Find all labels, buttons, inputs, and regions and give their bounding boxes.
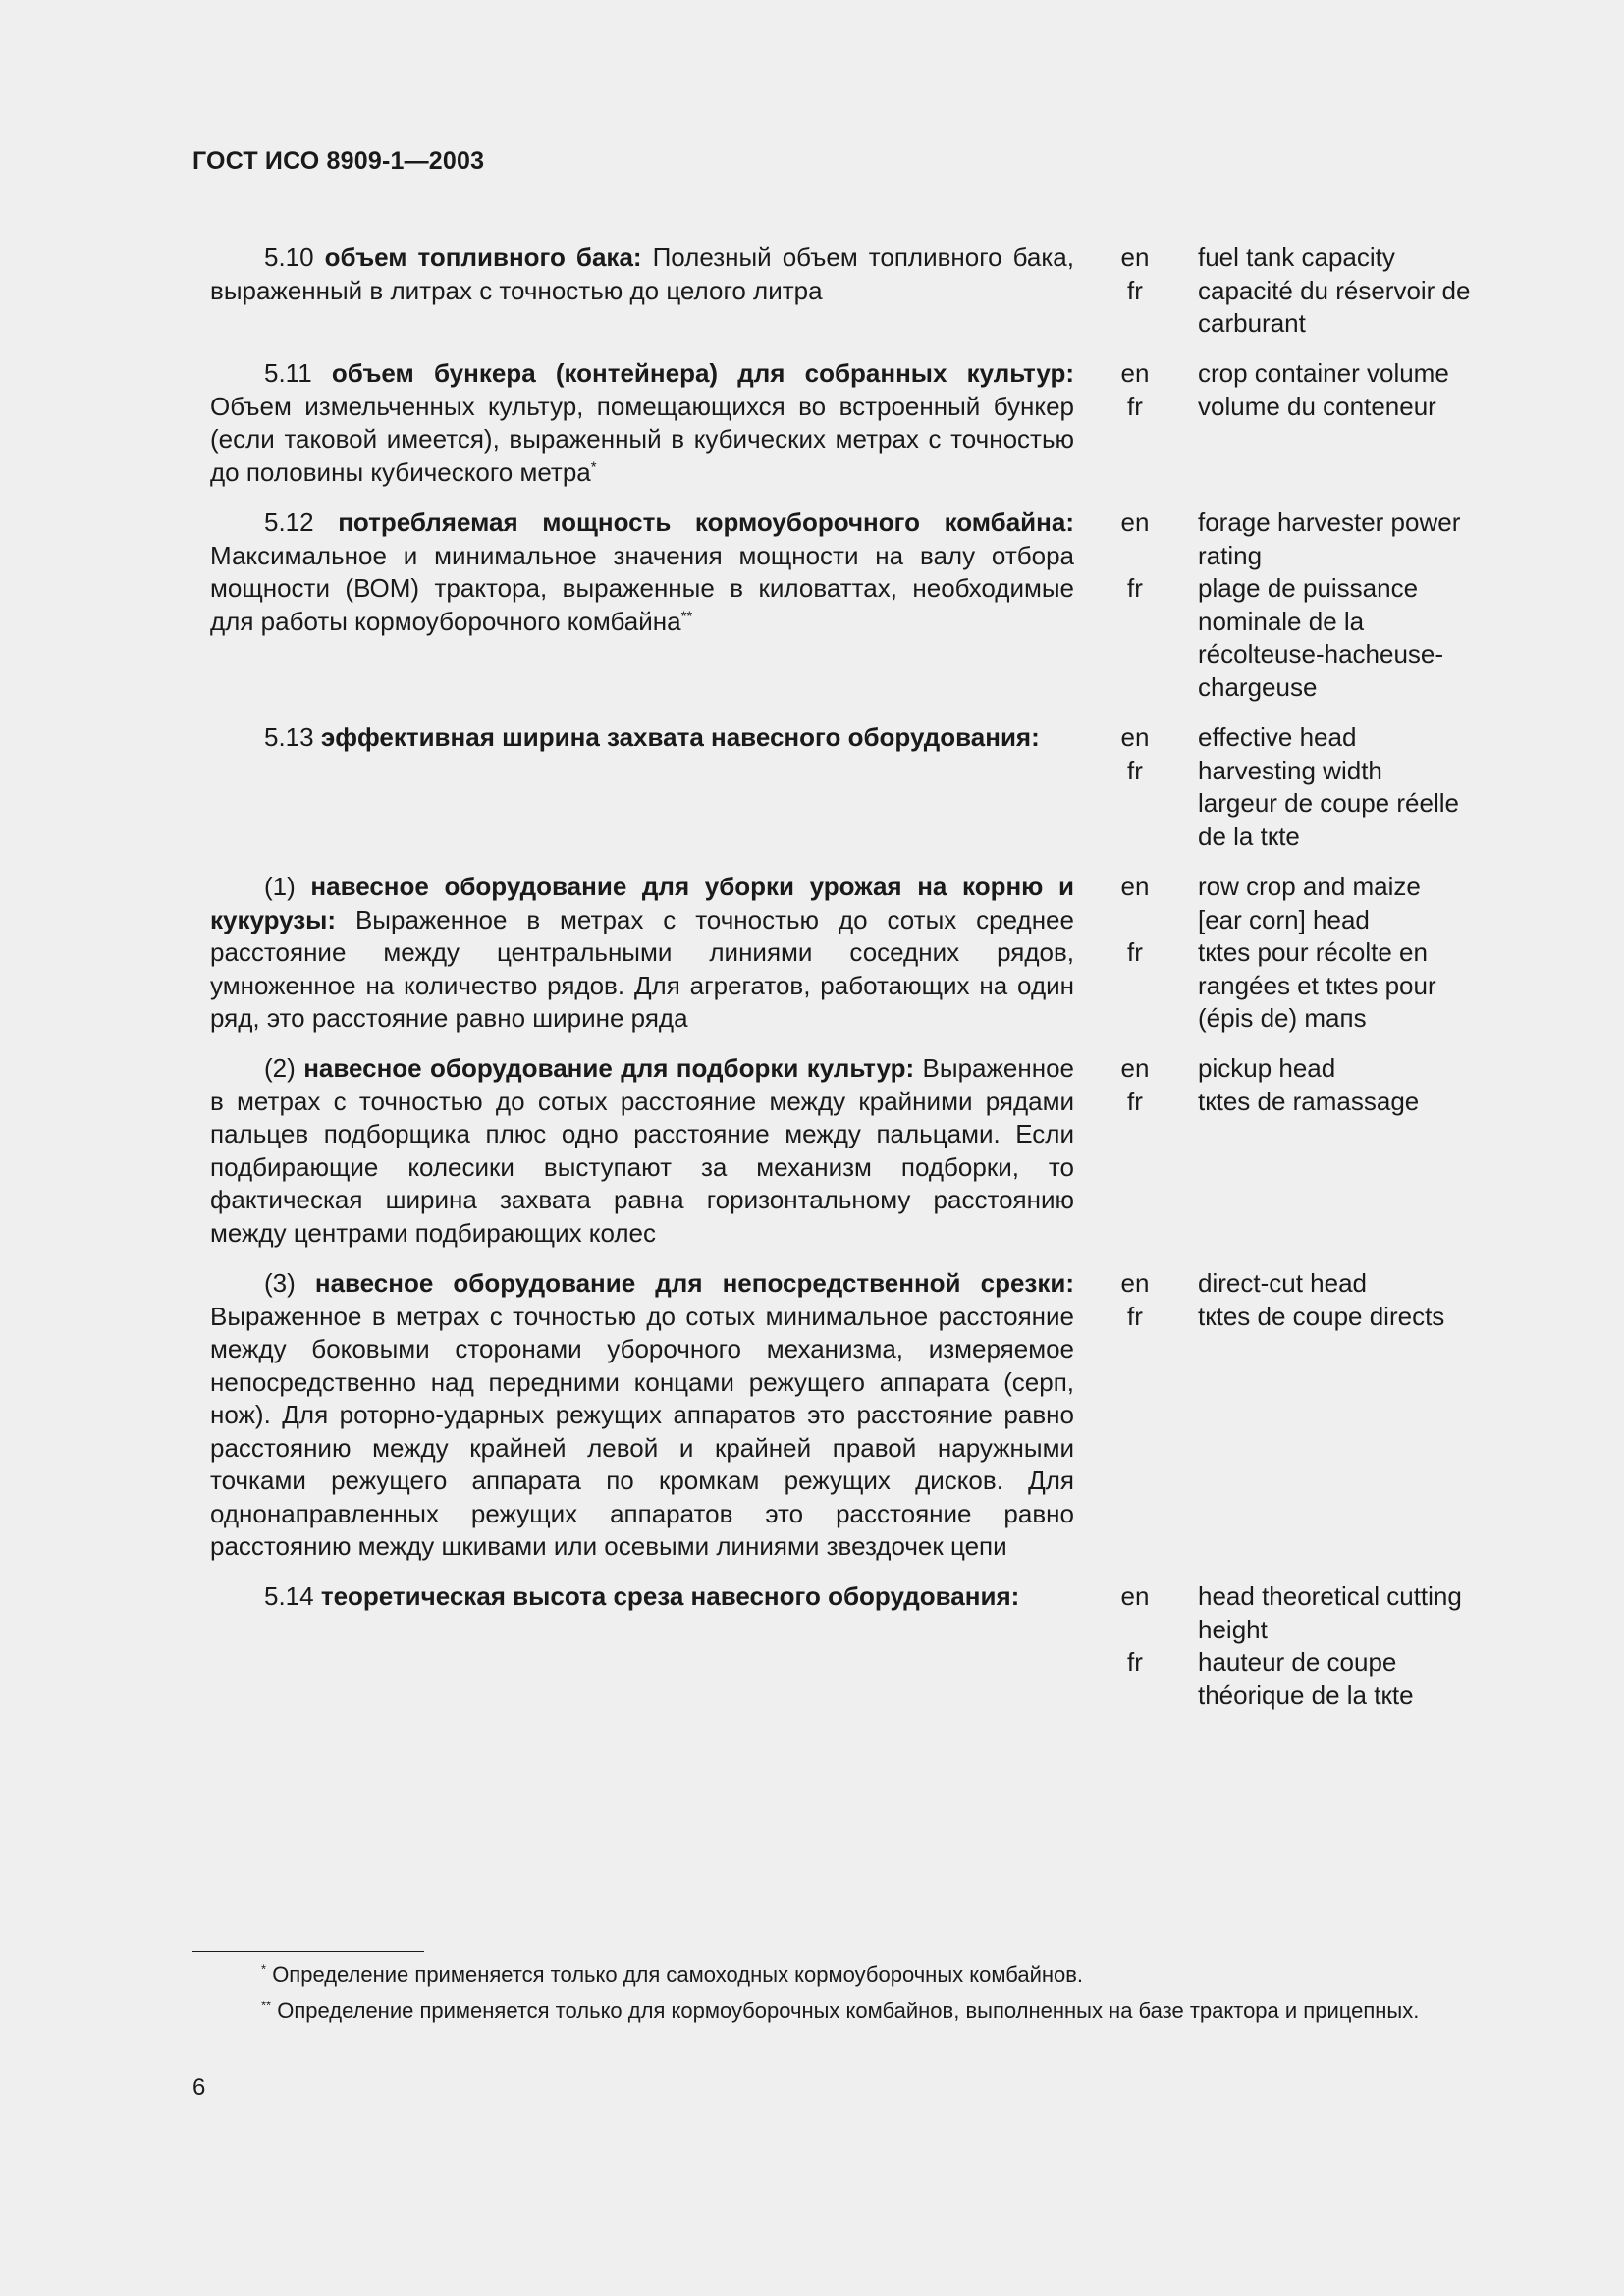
entry-russian-text: [210, 357, 1074, 489]
page-number: 6: [192, 2074, 206, 2101]
lang-code-fr: fr: [1127, 391, 1143, 421]
language-codes: [1110, 507, 1161, 606]
entry-definition: Выраженное в метрах с точностью до сотых расстояние между крайними рядами пальцев подборщика плюс одно расстояние между пальцами. Если подбирающие колесики выступают за механизм подборки, то фактическая ширина захвата равна горизонтальному расстоянию между центрами подбирающих колес: [210, 1053, 1074, 1248]
term-en: direct-cut head: [1198, 1268, 1367, 1298]
lang-code-en: en: [1120, 1268, 1150, 1298]
equivalent-terms: [1198, 357, 1522, 423]
entry-number: (2): [264, 1053, 296, 1083]
entry-term: навесное оборудование для уборки урожая на корню и кукурузы:: [210, 872, 1074, 934]
term-fr: largeur de coupe réelle: [1198, 788, 1459, 818]
equivalent-terms: [1198, 871, 1522, 1036]
entry-term: навесное оборудование для непосредственной срезки:: [314, 1268, 1074, 1298]
term-en: fuel tank capacity: [1198, 242, 1395, 272]
term-fr: carburant: [1198, 308, 1306, 338]
entry-russian-text: [210, 1267, 1074, 1564]
entry-russian-text: [210, 241, 1074, 307]
language-codes: [1110, 721, 1161, 787]
term-en: head theoretical cutting: [1198, 1581, 1462, 1611]
entry-definition: Объем измельченных культур, помещающихся во встроенный бункер (если таковой имеется), выраженный в кубических метрах с точностью до половины кубического метра: [210, 391, 1074, 487]
term-fr: (épis de) maпs: [1198, 1003, 1367, 1033]
lang-code-en: en: [1120, 722, 1150, 752]
term-fr: rangées et tкtes pour: [1198, 970, 1436, 1000]
term-fr: tкtes de ramassage: [1198, 1086, 1420, 1116]
entry-russian-text: [210, 721, 1074, 755]
term-en: effective head: [1198, 722, 1357, 752]
term-en: height: [1198, 1614, 1268, 1644]
entry-term: объем бункера (контейнера) для собранных культур:: [331, 358, 1074, 388]
lang-code-fr: fr: [1127, 1301, 1143, 1331]
entry-number: 5.13: [264, 722, 314, 752]
term-en: forage harvester power: [1198, 507, 1461, 537]
document-header: ГОСТ ИСО 8909-1—2003: [192, 147, 485, 175]
entry-russian-text: [210, 1580, 1074, 1614]
footnote-mark: *: [590, 457, 597, 475]
term-fr: récolteuse-hacheuse-: [1198, 639, 1444, 668]
term-fr: de la tкte: [1198, 821, 1300, 851]
term-fr: chargeuse: [1198, 671, 1318, 702]
entry-number: (1): [264, 872, 296, 901]
lang-code-fr: fr: [1127, 573, 1143, 603]
term-en: harvesting width: [1198, 755, 1382, 785]
term-en: pickup head: [1198, 1053, 1336, 1083]
equivalent-terms: [1198, 1580, 1522, 1712]
entry-term: потребляемая мощность кормоуборочного комбайна:: [338, 507, 1074, 537]
lang-code-fr: fr: [1127, 1647, 1143, 1677]
footnote-2: [192, 1997, 1508, 2026]
language-codes: [1110, 1580, 1161, 1680]
equivalent-terms: [1198, 721, 1522, 853]
lang-code-fr: fr: [1127, 755, 1143, 785]
term-en: [ear corn] head: [1198, 904, 1370, 934]
entry-russian-text: [210, 507, 1074, 638]
entry-number: (3): [264, 1268, 296, 1298]
term-fr: capacité du réservoir de: [1198, 275, 1471, 305]
term-fr: théorique de la tкte: [1198, 1680, 1414, 1710]
term-en: rating: [1198, 540, 1263, 570]
lang-code-en: en: [1120, 242, 1150, 272]
entry-term: эффективная ширина захвата навесного оборудования:: [320, 722, 1040, 752]
entry-term: навесное оборудование для подборки культур:: [303, 1053, 915, 1083]
equivalent-terms: [1198, 241, 1522, 341]
entry-term: объем топливного бака:: [324, 242, 642, 272]
term-fr: nominale de la: [1198, 606, 1365, 636]
language-codes: [1110, 357, 1161, 423]
entry-russian-text: [210, 871, 1074, 1036]
term-en: row crop and maize: [1198, 872, 1421, 901]
footnote-mark: **: [680, 607, 693, 624]
entry-number: 5.12: [264, 507, 314, 537]
lang-code-fr: fr: [1127, 937, 1143, 967]
entry-definition: Выраженное в метрах с точностью до сотых минимальное расстояние между боковыми сторонами уборочного механизма, измеряемое непосредственно над передними концами режущего аппарата (серп, нож). Для роторно-ударных режущих аппаратов это расстояние равно расстоянию между крайней левой и крайней правой наружными точками режущего аппарата по кромкам режущих дисков. Для однонаправленных режущих аппаратов это расстояние равно расстоянию между шкивами или осевыми линиями звездочек цепи: [210, 1301, 1074, 1561]
entry-definition: Полезный объем топливного бака, выраженный в литрах с точностью до целого литра: [210, 242, 1074, 305]
language-codes: [1110, 1052, 1161, 1118]
lang-code-en: en: [1120, 1053, 1150, 1083]
entry-number: 5.11: [264, 358, 312, 388]
term-fr: plage de puissance: [1198, 573, 1419, 603]
entry-number: 5.14: [264, 1581, 314, 1611]
footnote-text: Определение применяется только для самоходных кормоуборочных комбайнов.: [272, 1962, 1084, 1987]
entry-term: теоретическая высота среза навесного оборудования:: [320, 1581, 1020, 1611]
equivalent-terms: [1198, 1267, 1522, 1333]
entry-definition: Максимальное и минимальное значения мощности на валу отбора мощности (ВОМ) трактора, выраженные в киловаттах, необходимые для работы кормоуборочного комбайна: [210, 540, 1074, 636]
term-fr: tкtes pour récolte en: [1198, 937, 1428, 967]
term-fr: volume du conteneur: [1198, 391, 1436, 421]
equivalent-terms: [1198, 1052, 1522, 1118]
footnote-divider: [192, 1951, 424, 1952]
term-fr: tкtes de coupe directs: [1198, 1301, 1445, 1331]
entry-russian-text: [210, 1052, 1074, 1250]
language-codes: [1110, 1267, 1161, 1333]
footnote-1: [192, 1960, 1508, 1990]
language-codes: [1110, 871, 1161, 970]
lang-code-fr: fr: [1127, 1086, 1143, 1116]
lang-code-fr: fr: [1127, 275, 1143, 305]
entry-definition: Выраженное в метрах с точностью до сотых среднее расстояние между центральными линиями соседних рядов, умноженное на количество рядов. Для агрегатов, работающих на один ряд, это расстояние равно ширине ряда: [210, 904, 1074, 1033]
footnote-text: Определение применяется только для кормоуборочных комбайнов, выполненных на базе трактора и прицепных.: [277, 1999, 1420, 2023]
entry-number: 5.10: [264, 242, 314, 272]
lang-code-en: en: [1120, 507, 1150, 537]
term-en: crop container volume: [1198, 358, 1449, 388]
equivalent-terms: [1198, 507, 1522, 704]
footnote-mark: *: [261, 1961, 267, 1977]
footnote-mark: **: [261, 1998, 272, 2013]
lang-code-en: en: [1120, 358, 1150, 388]
term-fr: hauteur de coupe: [1198, 1647, 1397, 1677]
language-codes: [1110, 241, 1161, 307]
lang-code-en: en: [1120, 1581, 1150, 1611]
lang-code-en: en: [1120, 872, 1150, 901]
